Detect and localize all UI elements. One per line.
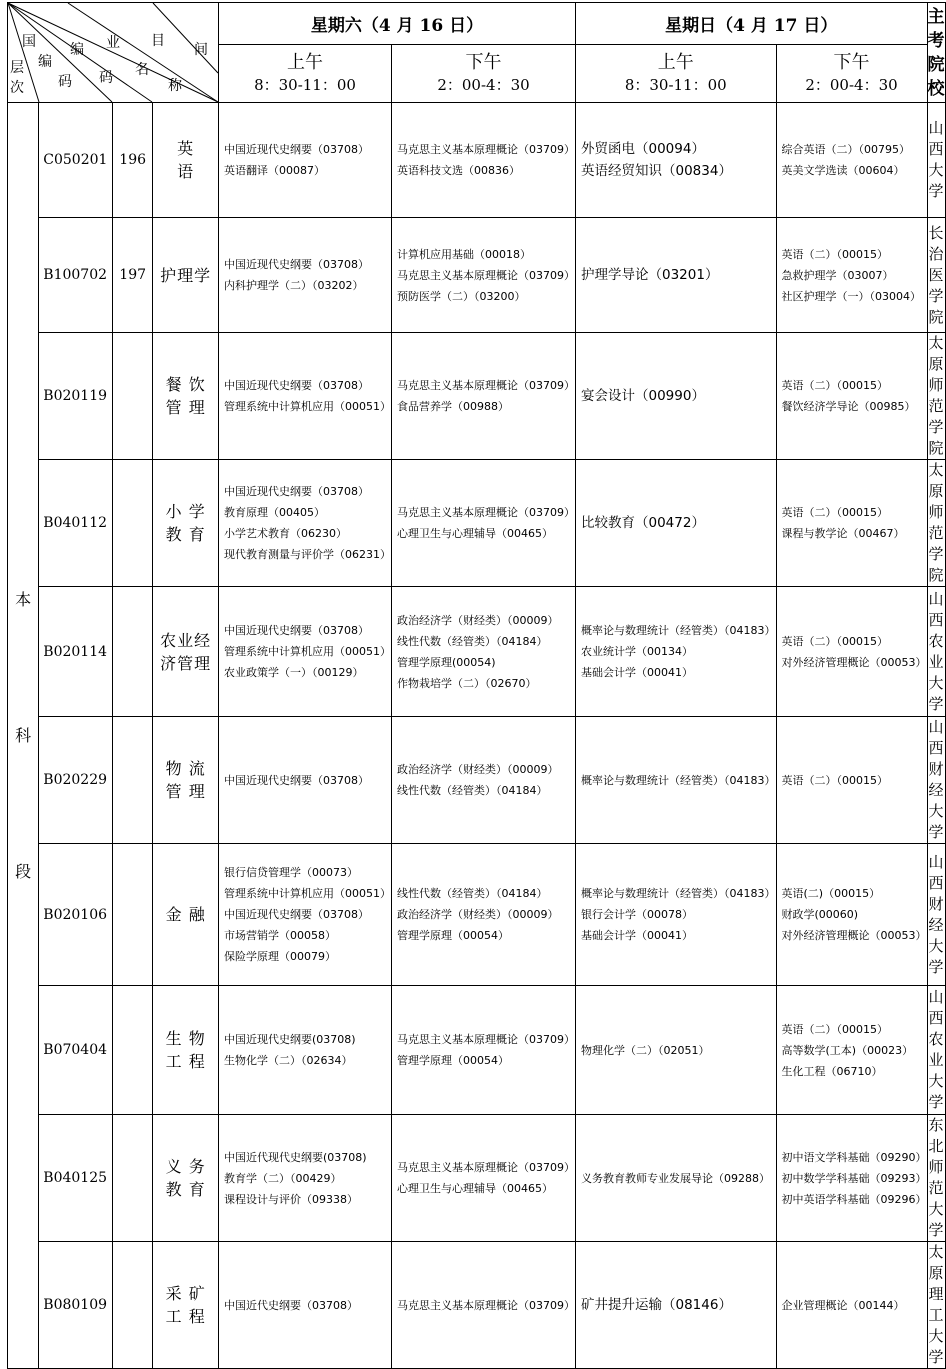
major-name-line: 管 理 [165,398,206,417]
major-name-line: 金 融 [165,905,206,924]
course-cell-sat-am [219,218,392,333]
course-name: 基础会计学（00041） [581,929,693,942]
corner-label: 业 [106,35,120,51]
course-name: 矿井提升运输（08146） [581,1297,732,1313]
course-name: 管理学原理（00054） [397,929,509,942]
course-cell-sun-am [576,587,777,717]
course-cell-sun-pm [776,986,927,1115]
major-name-line: 餐 饮 [165,375,206,394]
course-name: 宴会设计（00990） [581,388,705,404]
course-name: 中国近现代史纲要(03708) [224,1033,356,1046]
corner-label: 国 [22,34,36,50]
corner-label: 码 [99,70,113,86]
course-name: 初中英语学科基础（09296） [781,1192,927,1206]
major-name-line: 工 程 [165,1052,206,1071]
table-row [8,1242,946,1369]
host-school-line: 农业 [928,631,944,671]
course-name: 小学艺术教育（06230） [224,527,347,540]
course-name: 保险学原理（00079） [224,950,336,963]
table-row [8,218,946,333]
major-name [153,103,219,218]
host-school-line: 太原 [928,1243,944,1282]
slot-time: 8：30-11：00 [254,75,356,94]
course-name: 管理系统中计算机应用（00051） [224,887,391,900]
day-header-sunday: 星期日（4 月 17 日） [576,3,928,45]
major-code: B080109 [39,1242,113,1369]
major-name-line: 语 [177,162,195,181]
course-name: 急救护理学（03007） [781,268,894,282]
course-cell-sun-am [576,333,777,460]
course-name: 中国近现代史纲要（03708） [224,379,369,392]
course-name: 管理学原理(00054) [397,655,496,669]
course-name: 初中语文学科基础（09290） [781,1150,927,1164]
course-name: 农业政策学（一）（00129） [224,666,364,679]
course-cell-sun-am [576,844,777,986]
course-name: 政治经济学（财经类）（00009） [397,908,559,921]
major-code: B070404 [39,986,113,1115]
course-name: 英语（二）（00015） [781,247,888,261]
table-row [8,986,946,1115]
slot-label: 下午 [833,51,870,73]
host-school [927,986,945,1115]
course-name: 政治经济学（财经类）（00009） [397,613,559,627]
major-number [112,333,152,460]
course-name: 对外经济管理概论（00053） [781,929,927,942]
course-name: 中国近代史纲要（03708） [224,1298,358,1312]
major-name [153,218,219,333]
course-name: 英语（二）（00015） [781,506,888,519]
corner-label: 编 [70,42,84,58]
course-name: 马克思主义基本原理概论（03709） [397,1161,575,1174]
host-school-line: 长治 [928,223,944,263]
corner-label: 层 [10,60,24,76]
course-name: 现代教育测量与评价学（06231） [224,548,391,561]
course-name: 对外经济管理概论（00053） [781,655,927,669]
course-name: 英美文学选读（00604） [781,164,905,177]
course-name: 概率论与数理统计（经管类）（04183） [581,624,776,637]
major-code: B020106 [39,844,113,986]
major-name-line: 生 物 [165,1029,206,1048]
level-cell [8,103,39,1369]
course-name: 英语（二）（00015） [781,773,888,787]
table-row [8,103,946,218]
course-cell-sun-am [576,460,777,587]
course-name: 食品营养学（00988） [397,400,509,413]
major-code: B100702 [39,218,113,333]
table-row [8,460,946,587]
host-school [927,460,945,587]
course-name: 马克思主义基本原理概论（03709） [397,1298,575,1312]
major-name-line: 物 流 [165,759,206,778]
school-header-line1: 主考 [927,6,945,51]
corner-label: 次 [10,80,24,96]
course-name: 中国近现代史纲要（03708） [224,485,369,498]
course-name: 英语（二）（00015） [781,1022,888,1036]
major-name-line: 英 [177,139,195,158]
major-name [153,717,219,844]
course-cell-sun-pm [776,333,927,460]
course-cell-sun-pm [776,844,927,986]
course-name: 综合英语（二）（00795） [781,143,910,156]
major-number [112,1115,152,1242]
host-school [927,1115,945,1242]
course-cell-sat-pm [392,717,576,844]
course-name: 线性代数（经管类）（04184） [397,634,548,648]
course-name: 马克思主义基本原理概论（03709） [397,268,575,282]
major-number: 196 [112,103,152,218]
course-cell-sat-am [219,844,392,986]
major-number [112,1242,152,1369]
course-name: 中国近代现代史纲要(03708) [224,1150,367,1164]
course-name: 内科护理学（二）（03202） [224,279,364,292]
course-cell-sat-pm [392,218,576,333]
course-name: 心理卫生与心理辅导（00465） [397,527,553,540]
course-name: 银行信贷管理学（00073） [224,866,358,879]
diagonal-lines [8,3,218,102]
host-school-line: 师范 [928,1158,944,1197]
course-cell-sat-am [219,986,392,1115]
major-code: B040112 [39,460,113,587]
host-school-line: 师范 [928,376,944,415]
host-school-line: 医学 [928,265,944,305]
major-name [153,1242,219,1369]
host-school-line: 财经 [928,760,944,799]
host-school-line: 山西 [928,119,944,158]
host-school-line: 山西 [928,852,944,892]
level-char: 科 [15,725,32,745]
course-name: 企业管理概论（00144） [781,1298,905,1312]
course-cell-sat-pm [392,587,576,717]
course-name: 管理学原理（00054） [397,1054,509,1067]
slot-label: 下午 [465,51,502,73]
table-row [8,717,946,844]
course-cell-sat-am [219,103,392,218]
corner-label: 码 [58,74,72,90]
course-cell-sun-pm [776,218,927,333]
table-row [8,844,946,986]
course-cell-sun-pm [776,460,927,587]
course-cell-sat-am [219,460,392,587]
host-school-line: 院 [928,307,944,326]
course-name: 生物化学（二）（02634） [224,1054,353,1067]
host-school-line: 财经 [928,894,944,934]
course-name: 马克思主义基本原理概论（03709） [397,1033,575,1046]
host-school [927,717,945,844]
course-cell-sat-pm [392,333,576,460]
major-number [112,717,152,844]
corner-label: 编 [38,54,52,70]
major-number [112,460,152,587]
course-name: 比较教育（00472） [581,515,705,531]
course-name: 英语科技文选（00836） [397,164,520,177]
major-code: C050201 [39,103,113,218]
host-school-line: 大学 [928,673,944,713]
level-char: 段 [15,861,32,881]
major-name [153,986,219,1115]
course-name: 高等数学(工本)（00023） [781,1043,914,1057]
host-school [927,1242,945,1369]
course-name: 教育学（二）（00429） [224,1171,342,1185]
schedule-body [8,103,946,1369]
course-name: 预防医学（二）（03200） [397,289,526,303]
host-school [927,333,945,460]
major-name-line: 济管理 [160,653,212,673]
course-name: 线性代数（经管类）（04184） [397,887,548,900]
course-name: 英语（二）（00015） [781,379,888,392]
course-cell-sun-pm [776,103,927,218]
course-cell-sun-pm [776,1115,927,1242]
major-name [153,1115,219,1242]
course-cell-sun-am [576,1242,777,1369]
major-name-line: 管 理 [165,782,206,801]
course-name: 作物栽培学（二）（02670） [397,676,537,690]
host-school-line: 大学 [928,1327,944,1366]
host-school-line: 山西 [928,589,944,629]
course-cell-sat-am [219,1115,392,1242]
major-name-line: 农业经 [160,630,212,650]
major-code: B020114 [39,587,113,717]
host-school-line: 大学 [928,1072,944,1111]
major-number [112,587,152,717]
corner-label: 称 [168,78,182,94]
school-header [927,3,945,103]
course-cell-sat-pm [392,1115,576,1242]
course-name: 政治经济学（财经类）（00009） [397,763,559,776]
corner-label: 名 [135,62,149,78]
course-name: 社区护理学（一）（03004） [781,289,921,303]
slot-header-sun-pm [776,45,927,103]
course-name: 计算机应用基础（00018） [397,247,531,261]
course-name: 护理学导论（03201） [581,267,719,283]
course-name: 中国近现代史纲要（03708） [224,258,369,271]
host-school-line: 山西 [928,718,944,757]
major-name-line: 工 程 [165,1307,206,1326]
school-header-line2: 院校 [927,54,945,99]
major-name-line: 采 矿 [165,1284,206,1303]
course-name: 教育原理（00405） [224,506,325,519]
level-char: 本 [15,589,32,609]
table-row [8,587,946,717]
major-name [153,587,219,717]
major-name [153,333,219,460]
major-name [153,460,219,587]
course-cell-sun-am [576,986,777,1115]
course-name: 市场营销学（00058） [224,929,336,942]
course-name: 英语（二）（00015） [781,634,888,648]
host-school-line: 山西 [928,988,944,1027]
course-name: 马克思主义基本原理概论（03709） [397,506,575,519]
host-school-line: 大学 [928,802,944,841]
course-cell-sun-am [576,103,777,218]
course-name: 中国近现代史纲要（03708） [224,773,369,787]
course-name: 英语经贸知识（00834） [581,163,732,179]
day-header-saturday: 星期六（4 月 16 日） [219,3,576,45]
course-cell-sun-am [576,1115,777,1242]
slot-time: 2：00-4：30 [437,75,530,94]
course-name: 生化工程（06710） [781,1064,883,1078]
slot-label: 上午 [287,51,323,73]
course-cell-sun-pm [776,587,927,717]
course-name: 银行会计学（00078） [581,908,693,921]
host-school-line: 太原 [928,461,944,500]
course-cell-sat-pm [392,1242,576,1369]
course-name: 中国近现代史纲要（03708） [224,908,369,921]
course-name: 财政学(00060) [781,908,859,921]
major-name-line: 教 育 [165,525,206,544]
major-name [153,844,219,986]
host-school-line: 学院 [928,545,944,584]
host-school [927,218,945,333]
host-school-line: 东北 [928,1116,944,1155]
host-school-line: 大学 [928,936,944,976]
slot-time: 2：00-4：30 [805,75,898,94]
slot-header-sat-pm [392,45,576,103]
major-number [112,986,152,1115]
course-cell-sat-pm [392,844,576,986]
course-name: 餐饮经济学导论（00985） [781,400,916,413]
major-name-line: 小 学 [165,502,206,521]
major-code: B040125 [39,1115,113,1242]
course-name: 马克思主义基本原理概论（03709） [397,379,575,392]
host-school [927,103,945,218]
course-name: 义务教育教师专业发展导论（09288） [581,1171,770,1185]
host-school-line: 师范 [928,503,944,542]
host-school-line: 太原 [928,334,944,373]
course-name: 课程设计与评价（09338） [224,1192,358,1206]
course-name: 英语(二)（00015） [781,887,881,900]
major-number: 197 [112,218,152,333]
course-name: 课程与教学论（00467） [781,527,905,540]
course-name: 概率论与数理统计（经管类）（04183） [581,887,776,900]
slot-header-sat-am [219,45,392,103]
course-name: 管理系统中计算机应用（00051） [224,400,391,413]
host-school [927,844,945,986]
course-cell-sat-am [219,717,392,844]
host-school [927,587,945,717]
course-name: 外贸函电（00094） [581,141,705,157]
course-name: 管理系统中计算机应用（00051） [224,645,391,658]
major-name-line: 教 育 [165,1180,206,1199]
slot-time: 8：30-11：00 [624,75,727,94]
slot-header-sun-am [576,45,777,103]
slot-label: 上午 [657,51,694,73]
course-name: 农业统计学（00134） [581,645,693,658]
course-cell-sat-pm [392,103,576,218]
table-row [8,333,946,460]
host-school-line: 学院 [928,418,944,457]
major-name-line: 护理学 [160,265,212,285]
header-corner-diagonal [8,3,219,103]
major-code: B020229 [39,717,113,844]
host-school-line: 大学 [928,161,944,200]
course-name: 马克思主义基本原理概论（03709） [397,143,575,156]
course-cell-sat-am [219,587,392,717]
table-row [8,1115,946,1242]
course-cell-sun-am [576,717,777,844]
course-name: 心理卫生与心理辅导（00465） [397,1182,553,1195]
exam-schedule-table [7,2,946,1369]
course-name: 概率论与数理统计（经管类）（04183） [581,773,776,787]
course-name: 线性代数（经管类）（04184） [397,784,548,797]
major-code: B020119 [39,333,113,460]
course-name: 初中数学学科基础（09293） [781,1171,927,1185]
host-school-line: 理工 [928,1285,944,1324]
course-cell-sun-pm [776,717,927,844]
major-number [112,844,152,986]
course-name: 物理化学（二）（02051） [581,1043,710,1057]
host-school-line: 农业 [928,1030,944,1069]
course-name: 英语翻译（00087） [224,164,325,177]
host-school-line: 大学 [928,1200,944,1239]
course-cell-sat-am [219,1242,392,1369]
corner-label: 目 [151,33,165,49]
course-cell-sat-am [219,333,392,460]
course-name: 基础会计学（00041） [581,666,693,679]
corner-label: 间 [194,42,208,58]
course-cell-sat-pm [392,460,576,587]
course-cell-sun-pm [776,1242,927,1369]
course-name: 中国近现代史纲要（03708） [224,624,369,637]
major-name-line: 义 务 [165,1157,206,1176]
course-cell-sun-am [576,218,777,333]
course-cell-sat-pm [392,986,576,1115]
course-name: 中国近现代史纲要（03708） [224,143,369,156]
